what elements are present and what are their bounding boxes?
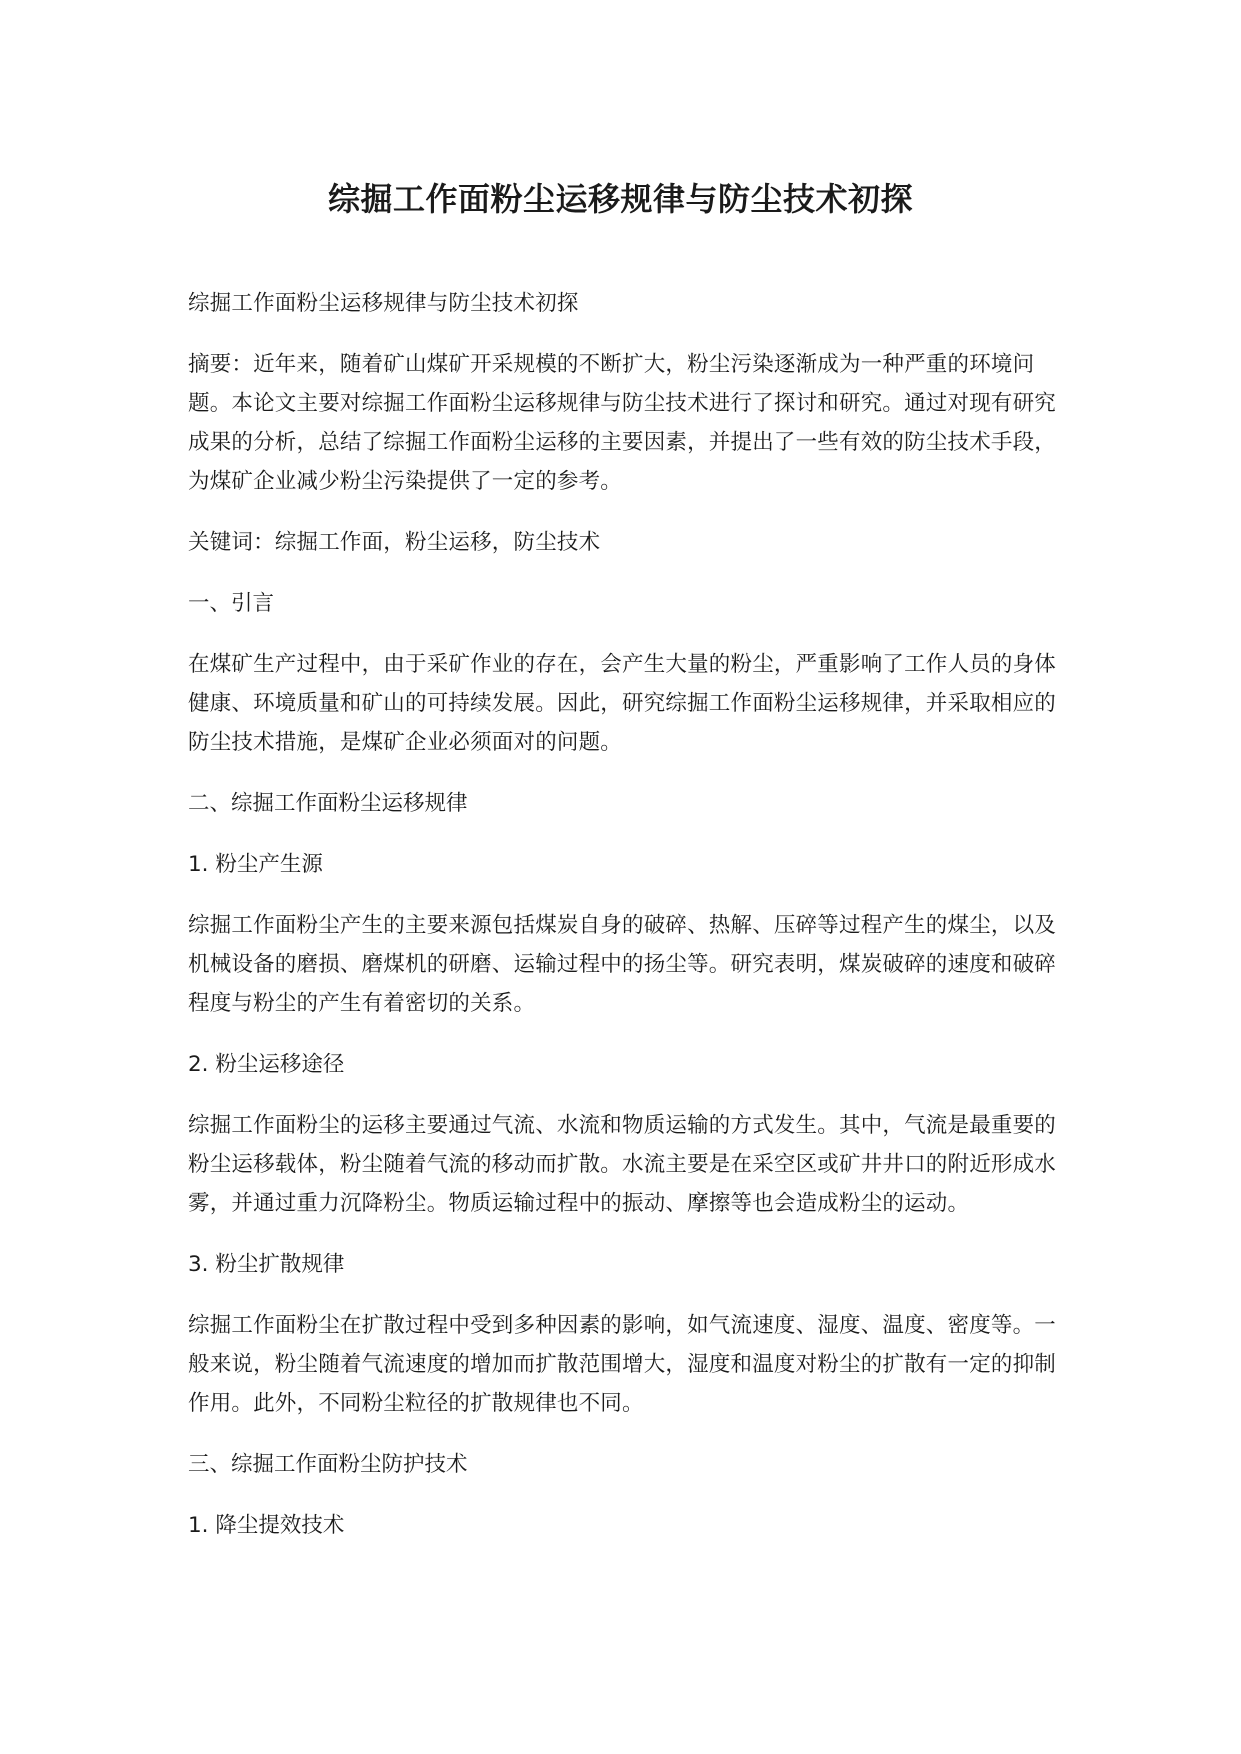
subsection-heading-diffusion-law: 3. 粉尘扩散规律	[188, 1252, 345, 1277]
section-heading-introduction: 一、引言	[188, 591, 275, 616]
dust-source-paragraph: 综掘工作面粉尘产生的主要来源包括煤炭自身的破碎、热解、压碎等过程产生的煤尘，以及机械设备的磨损、磨煤机的研磨、运输过程中的扬尘等。研究表明，煤炭破碎的速度和破碎程度与粉尘的产生有着密切的关系。	[188, 913, 1057, 1016]
keywords-paragraph: 关键词：综掘工作面，粉尘运移，防尘技术	[188, 530, 601, 555]
section-heading-migration-law: 二、综掘工作面粉尘运移规律	[188, 791, 468, 816]
abstract-paragraph: 摘要：近年来，随着矿山煤矿开采规模的不断扩大，粉尘污染逐渐成为一种严重的环境问题。本论文主要对综掘工作面粉尘运移规律与防尘技术进行了探讨和研究。通过对现有研究成果的分析，总结了综掘工作面粉尘运移的主要因素，并提出了一些有效的防尘技术手段，为煤矿企业减少粉尘污染提供了一定的参考。	[188, 352, 1057, 494]
introduction-paragraph: 在煤矿生产过程中，由于采矿作业的存在，会产生大量的粉尘，严重影响了工作人员的身体健康、环境质量和矿山的可持续发展。因此，研究综掘工作面粉尘运移规律，并采取相应的防尘技术措施，是煤矿企业必须面对的问题。	[188, 652, 1057, 755]
diffusion-law-paragraph: 综掘工作面粉尘在扩散过程中受到多种因素的影响，如气流速度、湿度、温度、密度等。一般来说，粉尘随着气流速度的增加而扩散范围增大，湿度和温度对粉尘的扩散有一定的抑制作用。此外，不同粉尘粒径的扩散规律也不同。	[188, 1313, 1057, 1416]
document-body	[188, 284, 1068, 1567]
subtitle: 综掘工作面粉尘运移规律与防尘技术初探	[188, 291, 579, 316]
subsection-heading-migration-path: 2. 粉尘运移途径	[188, 1052, 345, 1077]
subsection-heading-dust-reduction: 1. 降尘提效技术	[188, 1513, 345, 1538]
subsection-heading-dust-source: 1. 粉尘产生源	[188, 852, 323, 877]
migration-path-paragraph: 综掘工作面粉尘的运移主要通过气流、水流和物质运输的方式发生。其中，气流是最重要的粉尘运移载体，粉尘随着气流的移动而扩散。水流主要是在采空区或矿井井口的附近形成水雾，并通过重力沉降粉尘。物质运输过程中的振动、摩擦等也会造成粉尘的运动。	[188, 1113, 1057, 1216]
section-heading-protection-tech: 三、综掘工作面粉尘防护技术	[188, 1452, 468, 1477]
document-title: 综掘工作面粉尘运移规律与防尘技术初探	[327, 180, 913, 218]
